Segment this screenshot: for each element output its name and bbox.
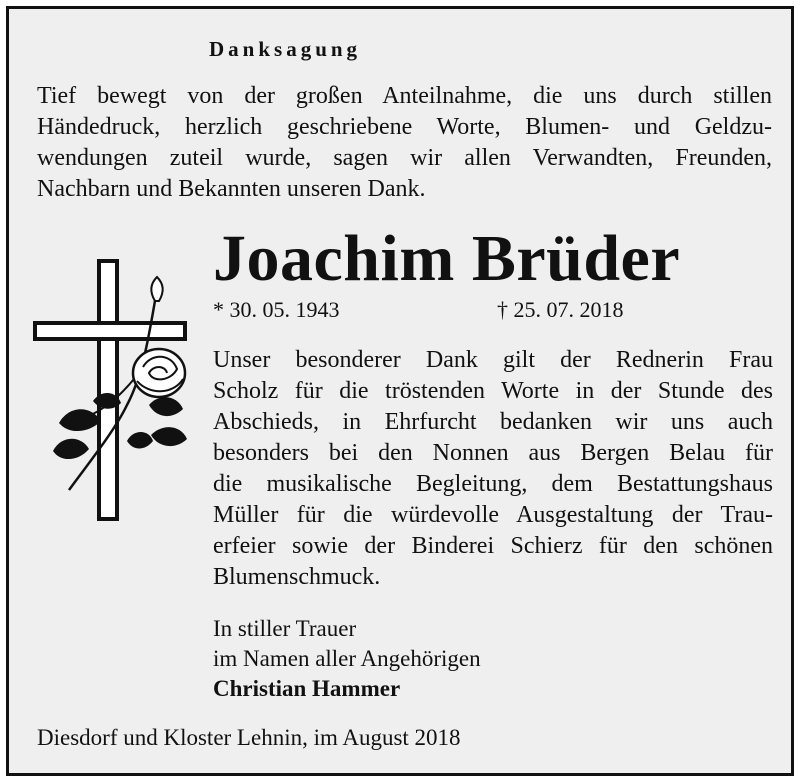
closing-line: im Namen aller Angehörigen [213,646,481,671]
intro-paragraph [37,81,772,205]
thanks-line: Unser besonderer Dank gilt der Rednerin Frau [213,347,773,373]
notice-frame [6,6,794,776]
cross-with-rose-icon [31,255,196,530]
thanks-line: Abschieds, in Ehrfurcht bedanken wir uns auch [213,409,773,435]
signer-name: Christian Hammer [213,676,401,701]
thanks-line: Blumenschmuck. [213,564,381,590]
notice-heading: Danksagung [209,37,362,61]
closing-line: In stiller Trauer [213,616,357,641]
death-date: † 25. 07. 2018 [497,297,624,322]
intro-line: Tief bewegt von der großen Anteilnahme, die uns durch stillen [37,83,772,109]
thanks-line: die musikalische Begleitung, dem Bestattungshaus [213,471,773,497]
thanks-paragraph [213,345,773,593]
deceased-name: Joachim Brüder [213,222,681,295]
closing-block [213,614,481,704]
intro-line: Nachbarn und Bekannten unseren Dank. [37,176,426,202]
thanks-line: Scholz für die tröstenden Worte in der Stunde des [213,378,773,404]
intro-line: Händedruck, herzlich geschriebene Worte, Blumen- und Geldzu- [37,114,772,140]
thanks-line: erfeier sowie der Binderei Schierz für den schönen [213,533,773,559]
intro-line: wendungen zuteil wurde, sagen wir allen Verwandten, Freunden, [37,145,772,171]
thanks-line: Müller für die würdevolle Ausgestaltung der Trau- [213,502,773,528]
birth-date: * 30. 05. 1943 [213,297,340,322]
place-date: Diesdorf und Kloster Lehnin, im August 2018 [37,725,461,750]
thanks-line: besonders bei den Nonnen aus Bergen Belau für [213,440,773,466]
